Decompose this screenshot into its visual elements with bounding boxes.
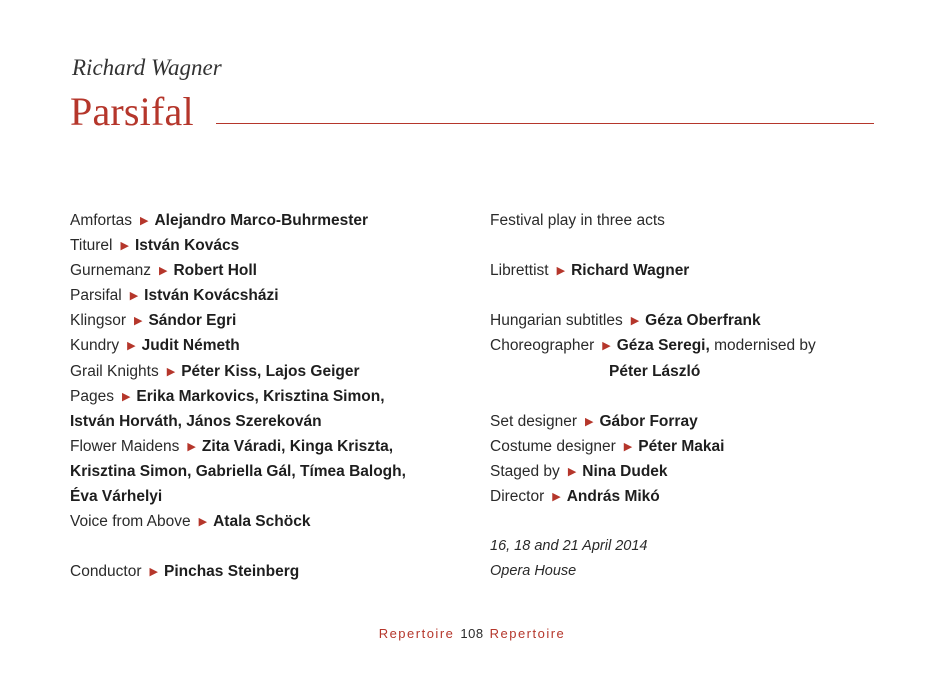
composer-name: Richard Wagner bbox=[72, 55, 222, 80]
subtitle: Festival play in three acts bbox=[490, 212, 665, 229]
role-label: Grail Knights bbox=[70, 362, 159, 380]
role-label: Amfortas bbox=[70, 212, 133, 229]
role-label: Voice from Above bbox=[70, 513, 191, 531]
role-label: Flower Maidens bbox=[70, 437, 180, 455]
credit-name: Péter László bbox=[609, 362, 701, 380]
role-label: Titurel bbox=[70, 237, 113, 255]
performer-name: Atala Schöck bbox=[213, 513, 311, 531]
cast-row bbox=[70, 233, 470, 258]
cast-row bbox=[70, 258, 470, 283]
arrow-icon: ▶ bbox=[552, 491, 561, 504]
cast-row-continued bbox=[70, 484, 470, 509]
arrow-icon: ▶ bbox=[121, 390, 131, 403]
production-info bbox=[490, 208, 910, 584]
spacer bbox=[490, 509, 910, 534]
spacer bbox=[70, 534, 470, 559]
cast-row bbox=[70, 333, 470, 358]
spacer bbox=[490, 384, 910, 409]
cast-list bbox=[70, 208, 470, 584]
arrow-icon: ▶ bbox=[166, 365, 176, 378]
role-label: Staged by bbox=[490, 462, 560, 480]
credit-row bbox=[490, 434, 910, 459]
performer-name: Pinchas Steinberg bbox=[163, 563, 300, 581]
role-label: Set designer bbox=[490, 412, 578, 430]
performance-venue: Opera House bbox=[490, 563, 577, 580]
performer-name: Éva Várhelyi bbox=[70, 488, 163, 506]
footer-section-right: Repertoire bbox=[489, 626, 566, 641]
credit-name: Géza Seregi, bbox=[616, 337, 710, 355]
performer-name: Robert Holl bbox=[173, 262, 257, 280]
credit-name: Géza Oberfrank bbox=[645, 312, 761, 330]
credit-row bbox=[490, 333, 910, 358]
page-number: 108 bbox=[460, 626, 484, 641]
spacer bbox=[490, 233, 910, 258]
arrow-icon: ▶ bbox=[567, 465, 577, 478]
cast-row bbox=[70, 434, 470, 459]
performer-name: István Kovácsházi bbox=[144, 287, 279, 305]
role-label: Pages bbox=[70, 387, 114, 405]
credit-row bbox=[490, 484, 910, 509]
credit-note: modernised by bbox=[709, 337, 816, 355]
arrow-icon: ▶ bbox=[602, 340, 611, 353]
cast-row bbox=[70, 308, 470, 333]
role-label: Director bbox=[490, 488, 545, 506]
performer-name: Judit Németh bbox=[141, 337, 240, 355]
arrow-icon: ▶ bbox=[127, 340, 136, 353]
arrow-icon: ▶ bbox=[623, 440, 633, 453]
credit-name: Péter Makai bbox=[638, 437, 725, 455]
role-label: Librettist bbox=[490, 262, 549, 280]
credit-row bbox=[490, 258, 910, 283]
arrow-icon: ▶ bbox=[187, 440, 196, 453]
conductor-row bbox=[70, 559, 470, 584]
role-label: Costume designer bbox=[490, 437, 616, 455]
credit-name: András Mikó bbox=[566, 488, 660, 506]
performer-name: Péter Kiss, Lajos Geiger bbox=[181, 362, 360, 380]
title-rule bbox=[216, 123, 874, 124]
cast-row bbox=[70, 509, 470, 534]
role-label: Gurnemanz bbox=[70, 262, 151, 280]
arrow-icon: ▶ bbox=[158, 265, 168, 278]
credit-row bbox=[490, 308, 910, 333]
performer-name: István Kovács bbox=[134, 237, 240, 255]
page-footer bbox=[0, 626, 944, 641]
credit-name: Richard Wagner bbox=[571, 262, 690, 280]
role-label: Conductor bbox=[70, 563, 142, 581]
cast-row bbox=[70, 384, 470, 409]
footer-section-left: Repertoire bbox=[378, 626, 455, 641]
arrow-icon: ▶ bbox=[556, 265, 566, 278]
role-label: Klingsor bbox=[70, 312, 126, 330]
role-label: Parsifal bbox=[70, 287, 122, 305]
performer-name: Zita Váradi, Kinga Kriszta, bbox=[201, 437, 394, 455]
cast-row bbox=[70, 359, 470, 384]
role-label: Choreographer bbox=[490, 337, 595, 355]
performer-name: Erika Markovics, Krisztina Simon, bbox=[136, 387, 385, 405]
cast-row-continued bbox=[70, 459, 470, 484]
opera-title: Parsifal bbox=[70, 89, 194, 134]
arrow-icon: ▶ bbox=[198, 516, 208, 529]
performer-name: Krisztina Simon, Gabriella Gál, Tímea Balogh, bbox=[70, 462, 406, 480]
performer-name: Alejandro Marco-Buhrmester bbox=[154, 212, 369, 229]
performer-name: Sándor Egri bbox=[148, 312, 237, 330]
credit-name: Nina Dudek bbox=[582, 462, 668, 480]
arrow-icon: ▶ bbox=[120, 240, 129, 253]
credit-name: Gábor Forray bbox=[599, 412, 698, 430]
credit-row-continued bbox=[490, 359, 910, 384]
performer-name: István Horváth, János Szerekován bbox=[70, 412, 322, 430]
arrow-icon: ▶ bbox=[134, 315, 143, 328]
cast-row-continued bbox=[70, 409, 470, 434]
arrow-icon: ▶ bbox=[129, 290, 139, 303]
arrow-icon: ▶ bbox=[585, 415, 594, 428]
credit-row bbox=[490, 459, 910, 484]
spacer bbox=[490, 283, 910, 308]
cast-row bbox=[70, 208, 470, 233]
role-label: Hungarian subtitles bbox=[490, 312, 623, 330]
arrow-icon: ▶ bbox=[149, 566, 158, 579]
cast-row bbox=[70, 283, 470, 308]
arrow-icon: ▶ bbox=[630, 315, 640, 328]
role-label: Kundry bbox=[70, 337, 120, 355]
performance-dates: 16, 18 and 21 April 2014 bbox=[490, 538, 648, 555]
credit-row bbox=[490, 409, 910, 434]
arrow-icon: ▶ bbox=[140, 215, 149, 227]
